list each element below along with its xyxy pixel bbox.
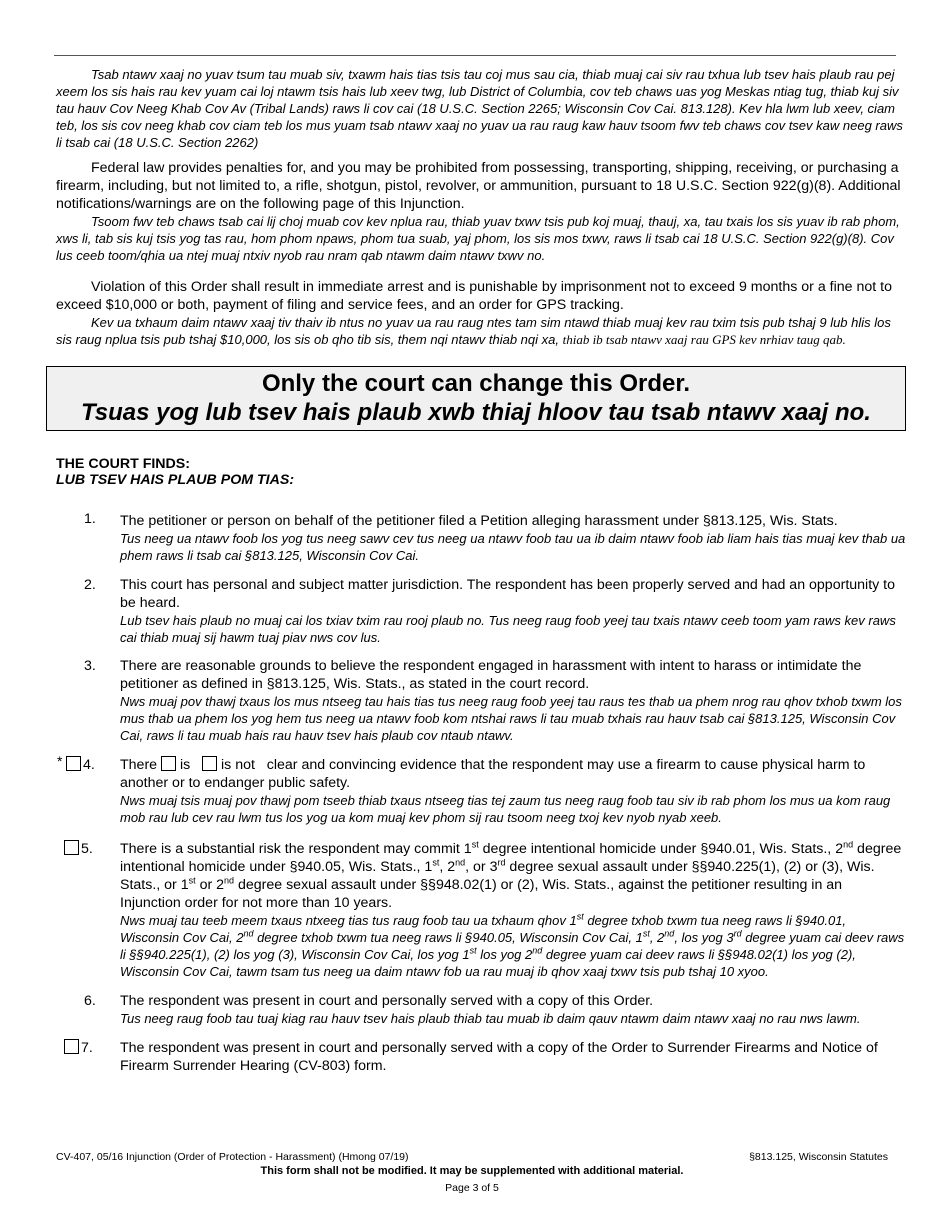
text-part: los yog 2	[476, 947, 533, 962]
ordinal: rd	[497, 857, 506, 868]
item-english: The respondent was present in court and personally served with a copy of this Order.	[120, 993, 654, 1009]
ordinal: rd	[733, 928, 742, 939]
ordinal: st	[642, 928, 650, 939]
page-content	[56, 66, 906, 1075]
text-part: , 2	[649, 930, 665, 945]
banner-english: Only the court can change this Order.	[261, 370, 691, 397]
item-number: 5.	[81, 841, 93, 857]
item-hmong	[120, 912, 906, 980]
text-part: or 2	[195, 877, 225, 893]
item-hmong: Nws muaj pov thawj txaus los mus ntseeg tau hais tias tus neeg raug foob yeej tau raus tes thab ua phem nrog rau qhov txhob txwm los mus thab ua phem los yog hem tus neeg ua ntawv foob kom ntshai raws li tau muab txhais rau hauv tsab cai §813.125, Wisconsin Cov Cai, raws li tau muab hais rau hauv tsev hais plaub cov ntaub ntawv.	[120, 694, 902, 743]
modification-notice: This form shall not be modified. It may be supplemented with additional material.	[260, 1165, 684, 1177]
item-english	[120, 756, 906, 792]
item-number: 6.	[84, 993, 96, 1009]
top-rule	[54, 55, 896, 56]
court-change-banner	[46, 366, 906, 431]
ordinal: st	[432, 857, 440, 868]
item-number-with-checkbox	[64, 1039, 93, 1057]
ordinal: st	[188, 875, 196, 886]
ordinal: nd	[224, 875, 235, 886]
item-number: 2.	[84, 577, 96, 593]
item-english: The petitioner or person on behalf of the petitioner filed a Petition alleging harassment under §813.125, Wis. Stats.	[120, 513, 838, 529]
item-number-with-checkbox	[57, 753, 95, 774]
federal-law-hmong: Tsoom fwv teb chaws tsab cai lij choj muab cov kev nplua rau, thiab yuav txwv tsis pub koj muaj, thauj, xa, tau txais los sis yuav ib rab phom, xws li, tab sis kuj tsis yog tas rau, hom phom npaws, phom tua suab, yaj phom, los sis mos txwv, raws li tsab cai 18 U.S.C. Section 922(g)(8). Cov lus ceeb toom/qhia ua ntej muaj ntxiv nyob rau nram qab ntawm daim ntawv txwv no.	[56, 214, 900, 263]
item-number: 1.	[84, 511, 96, 527]
violation-notice: Violation of this Order shall result in immediate arrest and is punishable by imprisonment not to exceed 9 months or a fine not to exceed $10,000 or both, payment of filing and service fees, and an order for GPS tracking.	[56, 279, 892, 313]
required-star: *	[57, 753, 63, 769]
item-5-checkbox[interactable]	[64, 840, 79, 855]
text-part: degree yuam cai deev raws li §§940.225(1), (2) los yog (3), Wisconsin Cov Cai, los yog 1	[120, 930, 905, 962]
item-hmong: Tus neeg ua ntawv foob los yog tus neeg sawv cev tus neeg ua ntawv foob tau ua ib daim ntawv foob iab liam hais tias muaj kev thab ua phem raws li tsab cai §813.125, Wisconsin Cov Cai.	[120, 531, 906, 563]
text-part: degree sexual assault under §§948.02(1) or (2), Wis. Stats., against the petitioner resulting in an Injunction order for not more than 10 years.	[120, 877, 843, 911]
text-part: , 2	[439, 859, 456, 875]
there-text: There	[120, 757, 158, 773]
text-part: degree txhob txwm tua neeg raws li §940.01, Wisconsin Cov Cai, 2	[120, 913, 847, 945]
ordinal: nd	[455, 857, 466, 868]
finds-heading-english: THE COURT FINDS:	[56, 456, 190, 472]
item-4-checkbox[interactable]	[66, 756, 81, 771]
is-not-checkbox[interactable]	[202, 756, 217, 771]
item-hmong: Lub tsev hais plaub no muaj cai los txiav txim rau rooj plaub no. Tus neeg raug foob yeej tau txais ntawv ceeb toom yam raws kev raws cai thiab muaj sij hawm tuaj piav nws cov lus.	[120, 613, 896, 645]
item-english: This court has personal and subject matter jurisdiction. The respondent has been properly served and had an opportunity to be heard.	[120, 577, 895, 611]
ordinal: st	[576, 911, 584, 922]
text-part: , or 3	[465, 859, 498, 875]
tribal-lands-hmong: Tsab ntawv xaaj no yuav tsum tau muab siv, txawm hais tias tsis tau coj mus sau cia, thiab muaj cai siv rau txhua lub tsev hais plaub rau pej xeem los sis hais rau kev yuam cai loj ntawm tsis hais lub xeev twg, lub District of Columbia, cov teb chaws uas yog Meskas ntiag tug, thiab kuj siv tau hauv Cov Neeg Khab Cov Av (Tribal Lands) raws li cov cai (18 U.S.C. Section 2265; Wisconsin Cov Cai. 813.128). Kev hla lwm lub xeev, ciam teb, los sis cov neeg khab cov ciam teb los mus yuam tsab ntawv xaaj no yuav ua rau raug kaw hauv tsoom fwv teb chaws cov tsev kaw neeg raws li tsab cai (18 U.S.C. Section 2262)	[56, 67, 903, 150]
court-finds-heading	[56, 456, 906, 488]
ordinal: nd	[532, 945, 543, 956]
finding-item-3	[56, 657, 906, 744]
ordinal: nd	[243, 928, 254, 939]
item-hmong: Nws muaj tsis muaj pov thawj pom tseeb thiab txaus ntseeg tias tej zaum tus neeg raug foob tau siv ib rab phom los mus ua kom raug mob rau lub cev rau lwm tus los yog ua kom muaj kev phom sij rau tsoom neeg txoj kev nyob nyab xeeb.	[120, 793, 891, 825]
finds-heading-hmong: LUB TSEV HAIS PLAUB POM TIAS:	[56, 472, 295, 488]
violation-hmong-tail: thiab ib tsab ntawv xaaj rau GPS kev nrhiav taug qab.	[562, 332, 846, 347]
item-hmong: Tus neeg raug foob tau tuaj kiag rau hauv tsev hais plaub thiab tau muab ib daim qauv ntawm daim ntawv xaaj no rau nws lawm.	[120, 1011, 861, 1026]
text-part: There is a substantial risk the respondent may commit 1	[120, 841, 472, 857]
form-id: CV-407, 05/16 Injunction (Order of Protection - Harassment) (Hmong 07/19)	[56, 1151, 409, 1163]
ordinal: st	[471, 839, 479, 850]
text-part: degree intentional homicide under §940.01, Wis. Stats., 2	[478, 841, 844, 857]
violation-hmong-text: Kev ua txhaum daim ntawv xaaj tiv thaiv ib ntus no yuav ua rau raug ntes tam sim ntawd thiab muaj kev rau txim tsis pub tshaj 9 lub hlis los sis raug nplua tsis pub tshaj $10,000, los sis ob qho tib sis, them nqi ntawv thiab nqi xa,	[56, 315, 891, 347]
ordinal: nd	[664, 928, 675, 939]
is-not-text: is not	[221, 757, 255, 773]
ordinal: st	[469, 945, 477, 956]
ordinal: nd	[843, 839, 854, 850]
text-part: , los yog 3	[674, 930, 734, 945]
is-text: is	[179, 757, 191, 773]
violation-hmong	[56, 314, 906, 348]
finding-item-7	[56, 1039, 906, 1075]
finding-item-6	[56, 992, 906, 1027]
item-number-with-checkbox	[64, 840, 93, 858]
text-part: degree yuam cai deev raws li §§948.02(1) los yog (2), Wisconsin Cov Cai, tawm tsam tus neeg ua daim ntawv fob ua rau muaj ib qhov xaaj txwv tsis pub tshaj 10 xyoo.	[120, 947, 856, 979]
banner-hmong: Tsuas yog lub tsev hais plaub xwb thiaj hloov tau tsab ntawv xaaj no.	[81, 399, 871, 426]
federal-law-notice: Federal law provides penalties for, and you may be prohibited from possessing, transporting, shipping, receiving, or purchasing a firearm, including, but not limited to, a rifle, shotgun, pistol, revolver, or ammunition, pursuant to 18 U.S.C. Section 922(g)(8). Additional notifications/warnings are on the following page of this Injunction.	[56, 160, 901, 212]
finding-item-1	[56, 510, 906, 564]
item-english: There are reasonable grounds to believe the respondent engaged in harassment with intent to harass or intimidate the petitioner as defined in §813.125, Wis. Stats., as stated in the court record.	[120, 658, 862, 692]
text-part: Nws muaj tau teeb meem txaus ntxeeg tias tus raug foob tau ua txhaum qhov 1	[120, 913, 577, 928]
item-number: 3.	[84, 658, 96, 674]
is-checkbox[interactable]	[161, 756, 176, 771]
finding-item-2	[56, 576, 906, 646]
text-part: degree intentional homicide under §940.05, Wis. Stats., 1	[120, 841, 902, 875]
page-number: Page 3 of 5	[445, 1182, 499, 1194]
text-part: degree sexual assault under §§940.225(1), (2) or (3), Wis. Stats., or 1	[120, 859, 875, 893]
item-number: 7.	[81, 1040, 93, 1056]
text-part: degree txhob txwm tua neeg raws li §940.05, Wisconsin Cov Cai, 1	[253, 930, 643, 945]
finding-item-5	[56, 840, 906, 980]
item-number: 4.	[83, 757, 95, 773]
item-english: The respondent was present in court and personally served with a copy of the Order to Surrender Firearms and Notice of Firearm Surrender Hearing (CV-803) form.	[120, 1040, 878, 1074]
statute-reference: §813.125, Wisconsin Statutes	[749, 1151, 888, 1163]
item-english	[120, 840, 906, 912]
item-7-checkbox[interactable]	[64, 1039, 79, 1054]
evidence-text: clear and convincing evidence that the respondent may use a firearm to cause physical harm to another or to endanger public safety.	[120, 757, 866, 791]
finding-item-4	[56, 753, 906, 826]
